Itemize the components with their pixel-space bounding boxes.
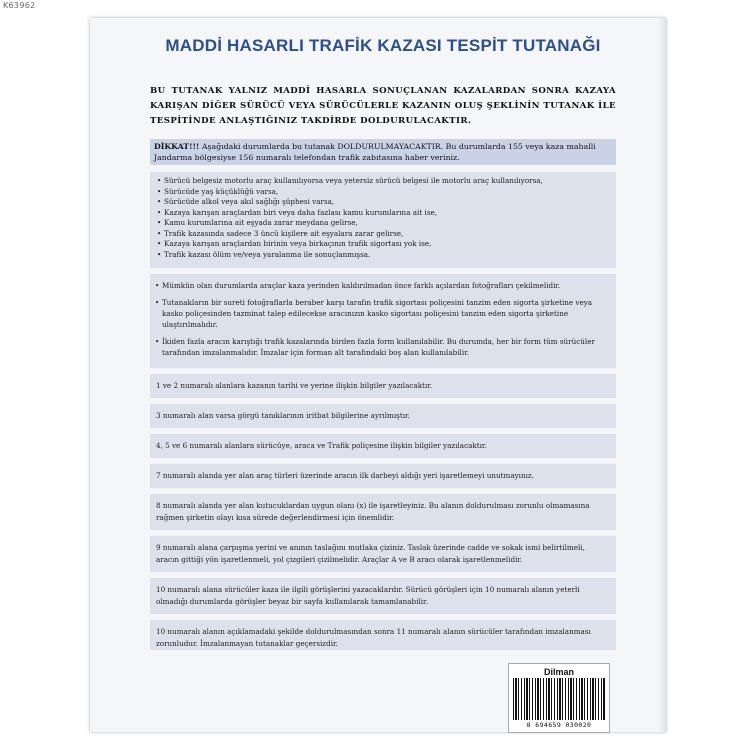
note-item: • İkiden fazla aracın karıştığı trafik kazalarında birden fazla form kullanılabilir. Bu durumda, her bir form tüm sürücüler tarafından imzalanmalıdır. İmzalar için forman alt tarafındaki boş alan kullanılabilir. xyxy=(156,336,610,358)
condition-item: • Kazaya karışan araçlardan biri veya daha fazlası kamu kurumlarına ait ise, xyxy=(164,208,610,219)
condition-item: • Sürücüde yaş küçüklüğü varsa, xyxy=(164,187,610,198)
note-item: • Tutanakların bir sureti fotoğraflarla beraber karşı tarafın trafik sigortası poliçesini tanzim eden sigorta şirketine veya kasko poliçesinden tazminat talep edilecekse aracınızın kasko sigortası poliçesini tanzim eden sigorta şirketine ulaştırılmalıdır. xyxy=(156,297,610,330)
form-sheet xyxy=(90,18,666,732)
condition-item: • Sürücüde alkol veya akıl sağlığı şüphesi varsa, xyxy=(164,197,610,208)
warning-text: Aşağıdaki durumlarda bu tutanak DOLDURULMAYACAKTIR. Bu durumlarda 155 veya kaza mahalli Jandarma bölgesiyse 156 numaralı telefondan trafik zabıtasına haber veriniz. xyxy=(154,142,596,162)
condition-item: • Trafik kazası ölüm ve/veya yaralanma ile sonuçlanmışsa. xyxy=(164,250,610,261)
field-instruction: 9 numaralı alana çarpışma yerini ve anının taslağını mutlaka çiziniz. Taslak üzerinde cadde ve sokak ismi belirtilmeli, aracın gittiği yön işaretlenmeli, yol çizgileri çizilmelidir. Araçlar A ve B aracı olarak işaretlenmelidir. xyxy=(150,536,616,572)
barcode-bars xyxy=(513,678,605,720)
field-instruction: 4, 5 ve 6 numaralı alanlara sürücüye, araca ve Trafik poliçesine ilişkin bilgiler yazılacaktır. xyxy=(150,434,616,458)
field-instruction: 1 ve 2 numaralı alanlara kazanın tarihi ve yerine ilişkin bilgiler yazılacaktır. xyxy=(150,374,616,398)
condition-item: • Trafik kazasında sadece 3 üncü kişilere ait eşyalara zarar gelirse, xyxy=(164,229,610,240)
field-instruction: 8 numaralı alanda yer alan kutucuklardan uygun olanı (x) ile işaretleyiniz. Bu alanın doldurulması zorunlu olmamasına rağmen şirketin olayı kısa sürede değerlendirmesi için önemlidir. xyxy=(150,494,616,530)
notes-box xyxy=(150,274,616,368)
barcode-number: 8 694659 030020 xyxy=(526,721,592,729)
image-code: K63962 xyxy=(3,1,36,10)
conditions-box xyxy=(150,172,616,268)
warning-lead: DİKKAT!!! xyxy=(154,142,200,151)
field-instruction: 3 numaralı alan varsa görgü tanıklarının iritbat bilgilerine ayrılmıştır. xyxy=(150,404,616,428)
intro-paragraph: BU TUTANAK YALNIZ MADDİ HASARLA SONUÇLANAN KAZALARDAN SONRA KAZAYA KARIŞAN DİĞER SÜRÜCÜ VEYA SÜRÜCÜLERLE KAZANIN OLUŞ ŞEKLİNİN TUTANAK İLE TESPİTİNDE ANLAŞTIĞINIZ TAKDİRDE DOLDURULACAKTIR. xyxy=(150,86,616,126)
note-item: • Mümkün olan durumlarda araçlar kaza yerinden kaldırılmadan önce farklı açılardan fotoğrafları çekilmelidir. xyxy=(156,280,610,291)
condition-item: • Kazaya karışan araçlardan birinin veya birkaçının trafik sigortası yok ise, xyxy=(164,239,610,250)
form-title: MADDİ HASARLI TRAFİK KAZASI TESPİT TUTANAĞI xyxy=(165,36,601,55)
barcode-label xyxy=(508,663,610,733)
field-instruction: 7 numaralı alanda yer alan araç türleri üzerinde aracın ilk darbeyi aldığı yeri işaretlemeyi unutmayınız. xyxy=(150,464,616,488)
condition-item: • Kamu kurumlarına ait eşyada zarar meydana gelirse, xyxy=(164,218,610,229)
condition-item: • Sürücü belgesiz motorlu araç kullanılıyorsa veya yetersiz sürücü belgesi ile motorlu araç kullanılıyorsa, xyxy=(164,176,610,187)
conditions-list xyxy=(156,176,610,260)
field-instruction: 10 numaralı alana sürücüler kaza ile ilgili görüşlerini yazacaklardır. Sürücü görüşleri için 10 numaralı alanın yeterli olmadığı durumlarda görüşler beyaz bir sayfa kullanılarak tamamlanabilir. xyxy=(150,578,616,614)
brand-logo: Dilman xyxy=(543,667,574,677)
warning-box xyxy=(150,139,616,165)
field-instruction: 10 numaralı alanın açıklamadaki şekilde doldurulmasından sonra 11 numaralı alanın sürücüler tarafından imzalanması zorunludur. İmzalanmayan tutanaklar geçersizdir. xyxy=(150,620,616,650)
